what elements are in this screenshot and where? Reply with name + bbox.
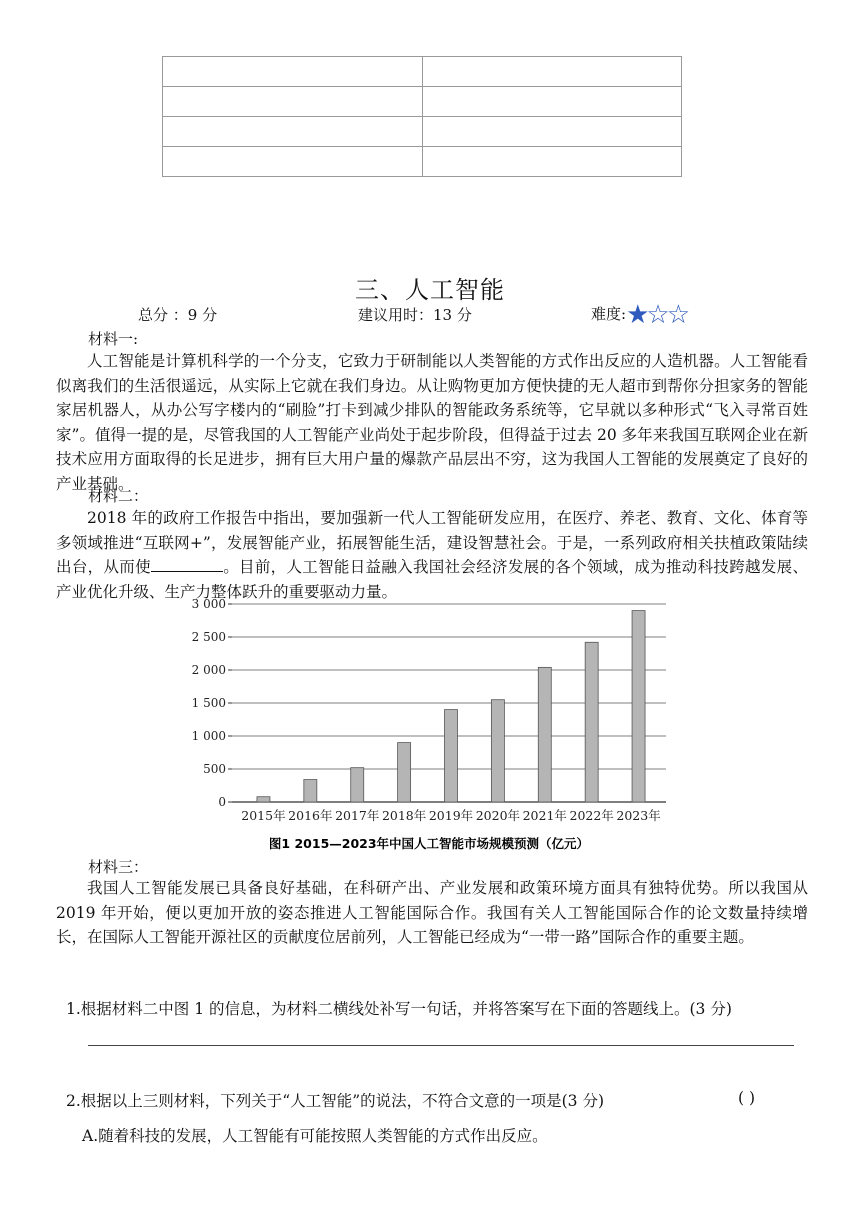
question-1: 1.根据材料二中图 1 的信息，为材料二横线处补写一句话，并将答案写在下面的答题线上。(3 分) <box>66 1000 732 1018</box>
difficulty <box>591 300 687 330</box>
table-cell <box>422 117 682 147</box>
fill-blank <box>151 557 223 572</box>
filled-star-icon: ★ <box>626 300 647 330</box>
table-cell <box>422 87 682 117</box>
empty-star-icon: ☆ <box>666 300 687 330</box>
table-cell <box>163 57 423 87</box>
material2-text <box>56 506 808 604</box>
table-cell <box>422 147 682 177</box>
x-tick-label: 2015年 <box>241 808 286 823</box>
x-tick-label: 2018年 <box>381 808 427 823</box>
difficulty-label: 难度: <box>591 305 627 323</box>
suggested-time: 建议用时：13 分 <box>358 306 472 324</box>
y-tick-label: 3 000 <box>191 597 226 611</box>
option-a: A.随着科技的发展，人工智能有可能按照人类智能的方式作出反应。 <box>82 1127 548 1145</box>
bar <box>585 642 598 802</box>
material3-label: 材料三： <box>88 858 149 876</box>
y-tick-label: 1 000 <box>191 729 226 743</box>
answer-line[interactable] <box>88 1045 794 1046</box>
bar <box>491 700 504 802</box>
material1-text: 人工智能是计算机科学的一个分支，它致力于研制能以人类智能的方式作出反应的人造机器。人工智能看似离我们的生活很遥远，从实际上它就在我们身边。从让购物更加方便快捷的无人超市到帮你分担家务的智能家居机器人，从办公写字楼内的“刷脸”打卡到减少排队的智能政务系统等，它早就以多种形式“飞入寻常百姓家”。值得一提的是，尽管我国的人工智能产业尚处于起步阶段，但得益于过去 20 多年来我国互联网企业在新技术应用方面取得的长足进步，拥有巨大用户量的爆款产品层出不穷，这为我国人工智能的发展奠定了良好的产业基础。 <box>56 352 808 493</box>
x-tick-label: 2020年 <box>475 808 521 823</box>
material2-text-before: 2018 年的政府工作报告中指出，要加强新一代人工智能研发应用，在医疗、养老、教育、文化、体育等多领域推进“互联网+”，发展智能产业，拓展智能生活，建设智慧社会。于是，一系列政府相关扶植政策陆续出台，从而使 <box>56 509 808 577</box>
x-tick-label: 2019年 <box>428 808 474 823</box>
y-tick-label: 2 000 <box>191 663 226 677</box>
table-cell <box>422 57 682 87</box>
material2-label: 材料二： <box>88 487 149 505</box>
x-tick-label: 2016年 <box>288 808 333 823</box>
chart-title: 图1 2015—2023年中国人工智能市场规模预测（亿元） <box>268 836 590 851</box>
bar <box>632 611 645 802</box>
section-title: 三、人工智能 <box>355 276 505 304</box>
material1-label: 材料一: <box>88 330 139 348</box>
table-cell <box>163 147 423 177</box>
y-tick-label: 2 500 <box>191 630 226 644</box>
bar <box>398 743 411 802</box>
table-cell <box>163 117 423 147</box>
empty-star-icon: ☆ <box>646 300 667 330</box>
x-tick-label: 2021年 <box>522 808 567 823</box>
table-cell <box>163 87 423 117</box>
x-tick-label: 2017年 <box>335 808 380 823</box>
bar <box>445 710 458 802</box>
question-2: 2.根据以上三则材料，下列关于“人工智能”的说法，不符合文意的一项是(3 分) <box>66 1092 605 1110</box>
y-tick-label: 1 500 <box>191 696 226 710</box>
y-tick-label: 0 <box>218 795 226 809</box>
y-tick-label: 500 <box>203 762 226 776</box>
bar <box>304 780 317 802</box>
difficulty-stars <box>626 300 687 330</box>
material2-text-after: 。目前，人工智能日益融入我国社会经济发展的各个领域，成为推动科技跨越发展、产业优化升级、生产力整体跃升的重要驱动力量。 <box>56 558 808 601</box>
material3-text: 我国人工智能发展已具备良好基础，在科研产出、产业发展和政策环境方面具有独特优势。所以我国从 2019 年开始，便以更加开放的姿态推进人工智能国际合作。我国有关人工智能国际合作的论文数量持续增长，在国际人工智能开源社区的贡献度位居前列，人工智能已经成为“一带一路”国际合作的重要主题。 <box>56 879 808 947</box>
x-tick-label: 2023年 <box>616 808 661 823</box>
answer-parentheses[interactable]: ( ) <box>738 1089 756 1107</box>
x-tick-label: 2022年 <box>569 808 614 823</box>
empty-table <box>162 56 682 177</box>
bar <box>257 797 270 802</box>
bar <box>538 667 551 802</box>
bar <box>351 768 364 802</box>
market-size-chart <box>184 594 674 856</box>
total-score: 总分 ：9 分 <box>138 306 218 324</box>
